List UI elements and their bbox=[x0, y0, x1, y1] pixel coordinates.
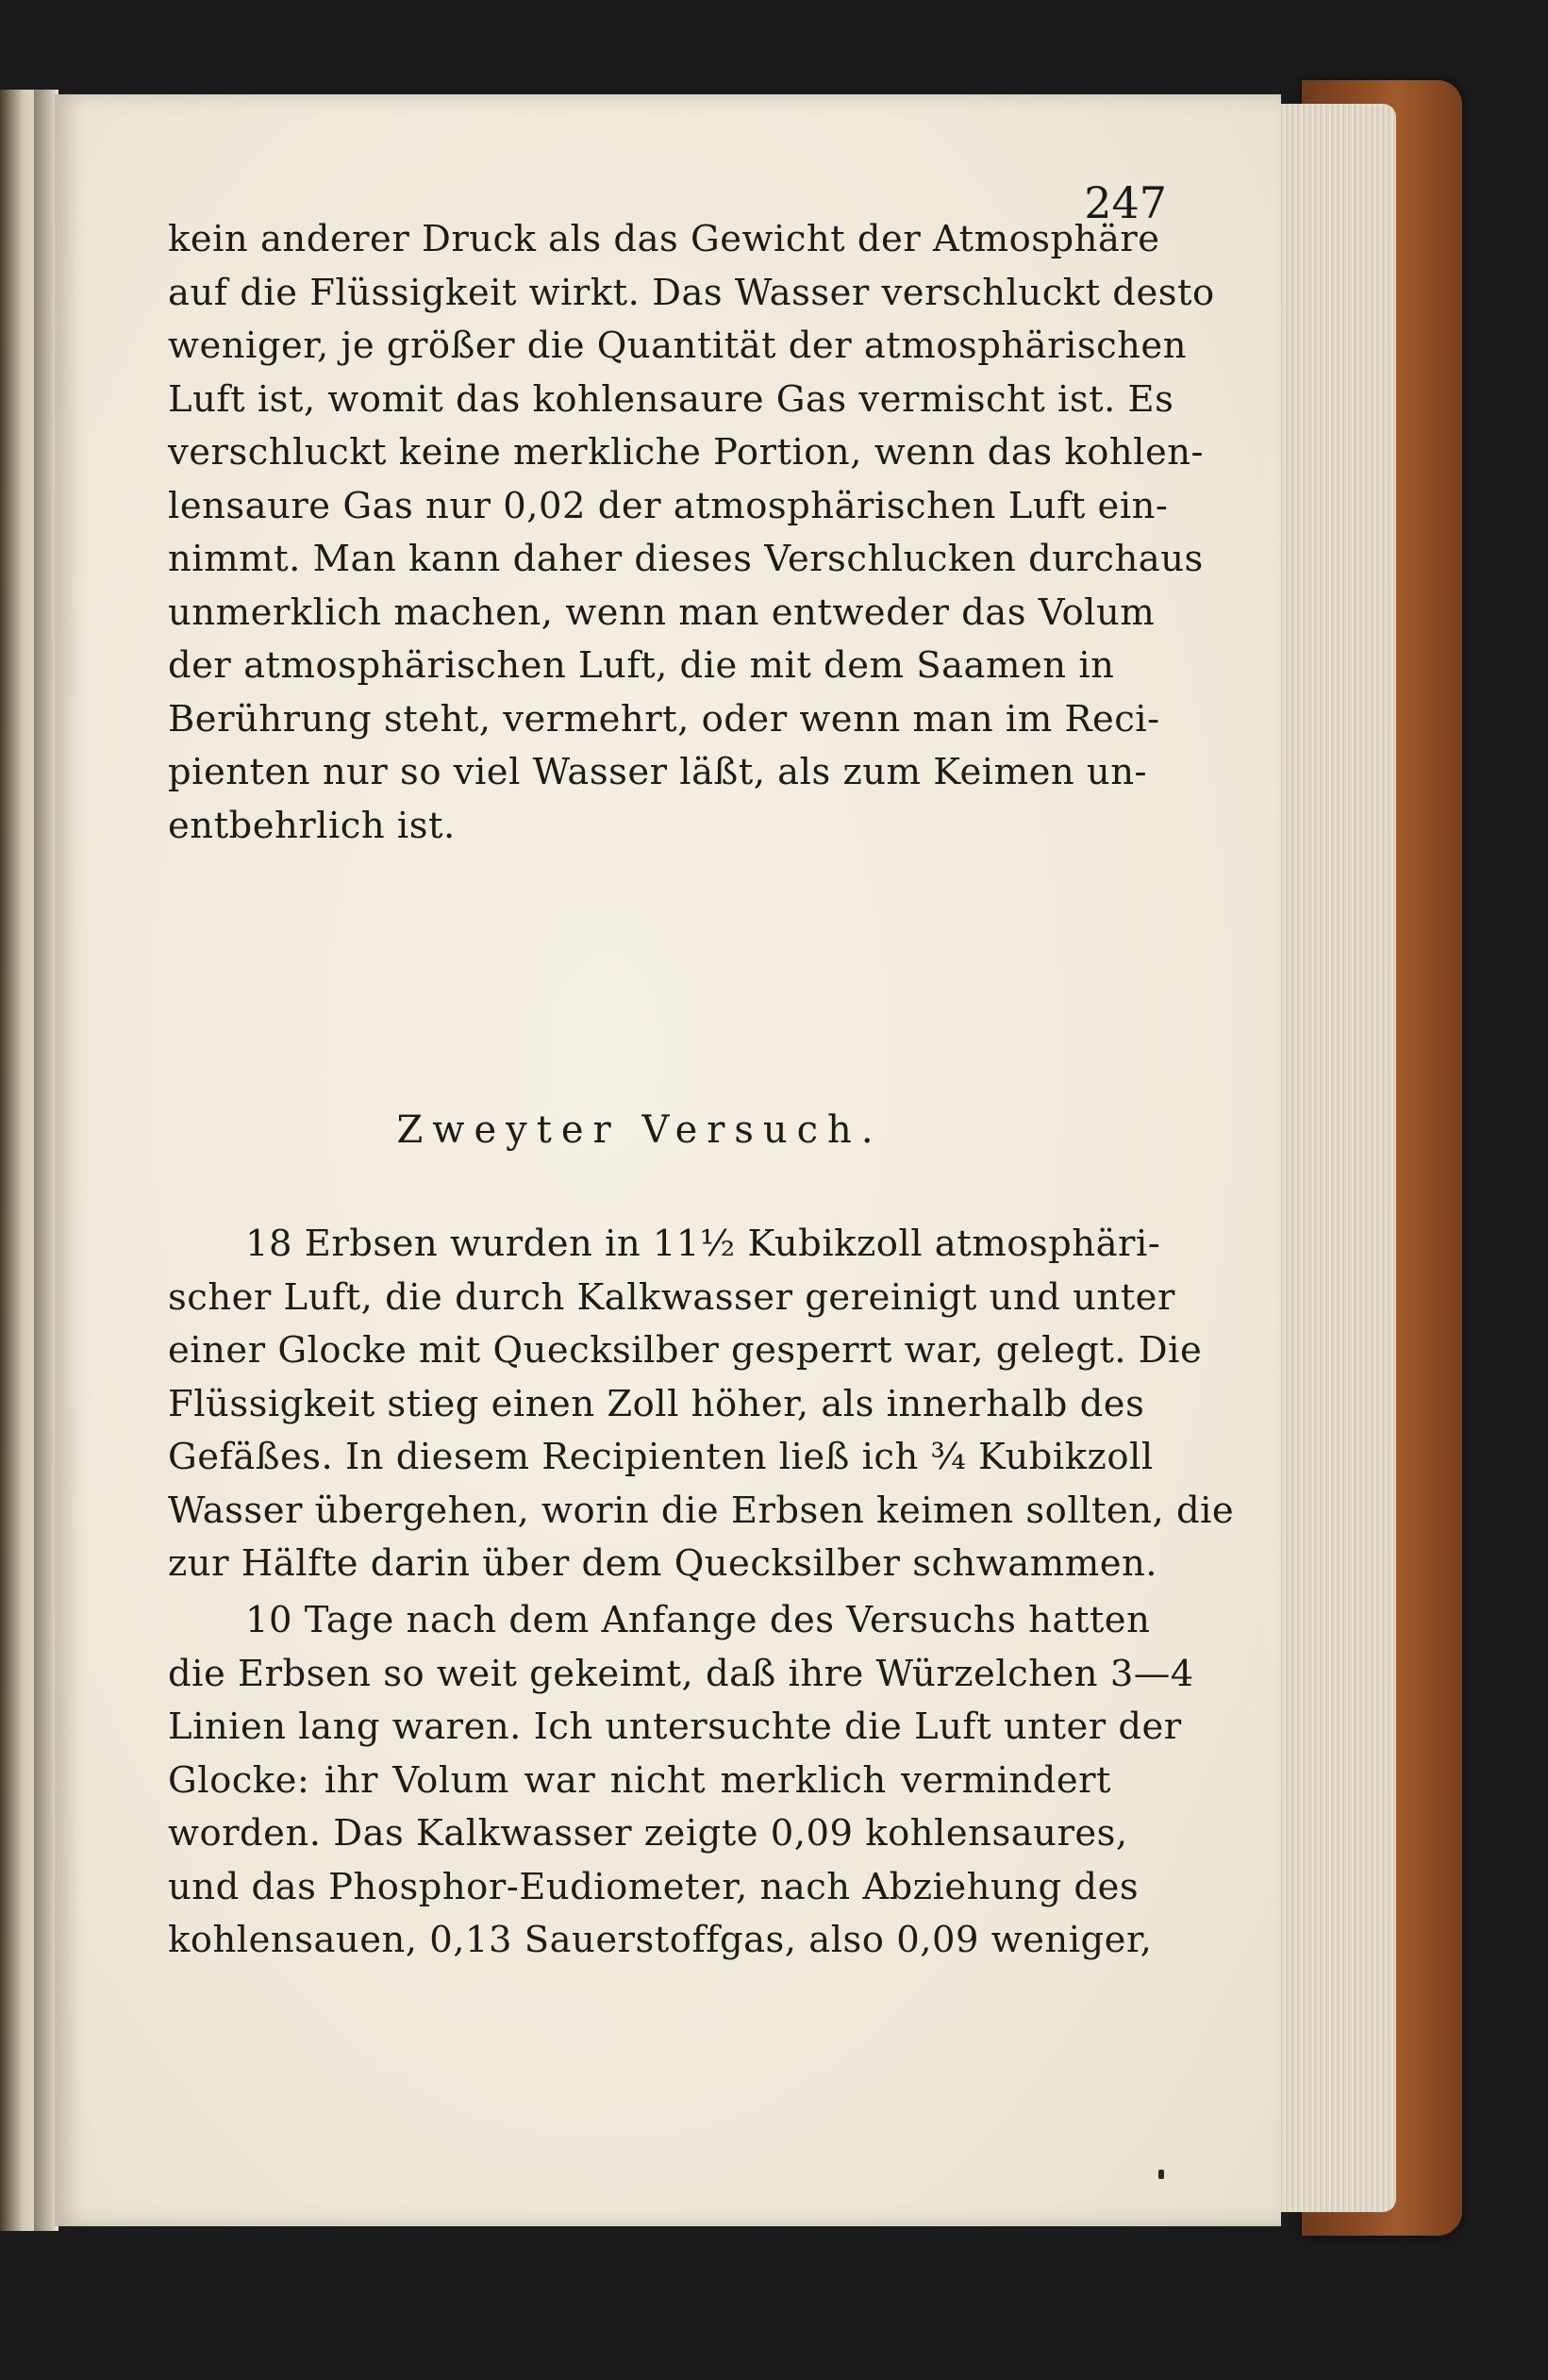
text-line: einer Glocke mit Quecksilber gesperrt war, gelegt. Die bbox=[168, 1329, 1203, 1372]
text-line: unmerklich machen, wenn man entweder das Volum bbox=[168, 591, 1156, 634]
left-page-sliver bbox=[0, 90, 38, 2231]
section-heading: Zweyter Versuch. bbox=[396, 1108, 883, 1152]
text-line: entbehrlich ist. bbox=[168, 804, 456, 847]
text-line: Gefäßes. In diesem Recipienten ließ ich ¾ Kubikzoll bbox=[168, 1436, 1154, 1478]
text-line: nimmt. Man kann daher dieses Verschlucken durchaus bbox=[168, 538, 1204, 580]
text-line: weniger, je größer die Quantität der atmosphärischen bbox=[168, 325, 1188, 367]
text-line: lensaure Gas nur 0,02 der atmosphärischen Luft ein- bbox=[168, 484, 1169, 527]
text-line: kohlensauen, 0,13 Sauerstoffgas, also 0,09 weniger, bbox=[168, 1919, 1153, 1961]
text-line: 10 Tage nach dem Anfange des Versuchs hatten bbox=[245, 1599, 1151, 1641]
text-line: zur Hälfte darin über dem Quecksilber schwammen. bbox=[168, 1542, 1158, 1585]
text-line: Luft ist, womit das kohlensaure Gas vermischt ist. Es bbox=[168, 377, 1174, 421]
text-line: scher Luft, die durch Kalkwasser gereinigt und unter bbox=[168, 1275, 1175, 1319]
text-line: Berührung steht, vermehrt, oder wenn man im Reci- bbox=[168, 697, 1160, 741]
text-line: 18 Erbsen wurden in 11½ Kubikzoll atmosphäri- bbox=[245, 1223, 1161, 1265]
text-line: Glocke: ihr Volum war nicht merklich vermindert bbox=[168, 1758, 1111, 1802]
text-line: kein anderer Druck als das Gewicht der Atmosphäre bbox=[168, 218, 1160, 260]
paragraph-2 bbox=[168, 1218, 1235, 1591]
text-line: Flüssigkeit stieg einen Zoll höher, als innerhalb des bbox=[168, 1382, 1145, 1425]
text-line: pienten nur so viel Wasser läßt, als zum Keimen un- bbox=[168, 751, 1148, 793]
text-line: Linien lang waren. Ich untersuchte die Luft unter der bbox=[168, 1706, 1182, 1748]
paragraph-3 bbox=[168, 1594, 1194, 1968]
text-line: der atmosphärischen Luft, die mit dem Saamen in bbox=[168, 644, 1115, 687]
text-line: die Erbsen so weit gekeimt, daß ihre Würzelchen 3—4 bbox=[168, 1652, 1194, 1695]
text-line: und das Phosphor-Eudiometer, nach Abziehung des bbox=[168, 1865, 1140, 1908]
ink-speck bbox=[1158, 2170, 1164, 2179]
text-line: Wasser übergehen, worin die Erbsen keimen sollten, die bbox=[168, 1489, 1235, 1532]
paragraph-1 bbox=[168, 213, 1215, 853]
text-line: auf die Flüssigkeit wirkt. Das Wasser verschluckt desto bbox=[168, 271, 1215, 314]
text-line: worden. Das Kalkwasser zeigte 0,09 kohlensaures, bbox=[168, 1812, 1128, 1855]
text-line: verschluckt keine merkliche Portion, wenn das kohlen- bbox=[168, 431, 1205, 474]
page-number: 247 bbox=[1084, 177, 1167, 228]
